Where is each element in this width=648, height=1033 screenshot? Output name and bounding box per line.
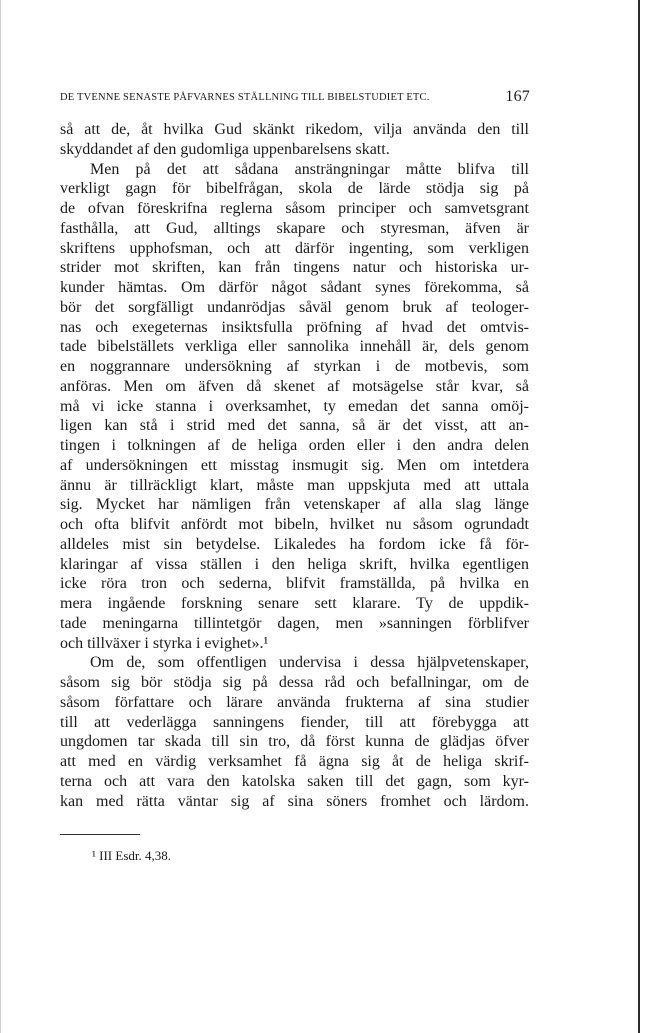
- text-line: verkligt gagn för bibelfrågan, skola de lärde stödja sig på: [60, 180, 529, 198]
- text-line: klaringar af vissa ställen i den heliga skrift, hvilka egentligen: [60, 555, 529, 573]
- text-line: tingen i tolkningen af de heliga orden eller i den andra delen: [60, 437, 529, 454]
- text-line: en noggrannare undersökning af styrkan i de motbevis, som: [60, 358, 529, 375]
- text-line: tade bibelställets verkliga eller sannolika innehåll är, dels genom: [60, 338, 529, 356]
- text-line: anföras. Men om äfven då skenet af motsägelse står kvar, så: [60, 377, 529, 395]
- text-line: och ofta blifvit anfördt mot bibeln, hvilket nu såsom ogrundadt: [60, 516, 529, 533]
- page-number: 167: [505, 88, 530, 105]
- text-line: kan med rätta väntar sig af sina söners fromhet och lärdom.: [60, 792, 529, 810]
- footnote: ¹ III Esdr. 4,38.: [92, 848, 171, 863]
- text-line: icke röra tron och sederna, blifvit framställda, på hvilka en: [60, 575, 529, 593]
- text-line: att med en värdig verksamhet få ägna sig åt de heliga skrif-: [60, 753, 529, 770]
- text-line: de ofvan föreskrifna reglerna såsom principer och samvetsgrant: [60, 200, 529, 217]
- running-head: [60, 88, 530, 108]
- text-line: så att de, åt hvilka Gud skänkt rikedom, vilja använda den till: [60, 121, 529, 138]
- text-line: ännu är tillräckligt klart, måste man uppskjuta med att uttala: [60, 476, 529, 494]
- text-line: nas och exegeternas insiktsfulla pröfning af hvad det omtvis-: [60, 318, 529, 336]
- text-line: såsom författare och lärare använda frukterna af sina studier: [60, 693, 529, 711]
- text-line: Om de, som offentligen undervisa i dessa hjälpvetenskaper,: [90, 654, 529, 672]
- body-text: [60, 120, 529, 811]
- page-left-edge: [0, 0, 1, 1033]
- text-line: Men på det att sådana ansträngningar måtte blifva till: [90, 160, 529, 178]
- footnote-rule: [60, 834, 140, 835]
- text-line: till att vederlägga sanningens fiender, till att förebygga att: [60, 713, 529, 731]
- running-title: DE TVENNE SENASTE PÅFVARNES STÄLLNING TILL BIBELSTUDIET ETC.: [60, 92, 430, 103]
- text-line: såsom sig bör stödja sig på dessa råd och befallningar, om de: [60, 674, 529, 691]
- text-line: sig. Mycket har nämligen från vetenskaper af alla slag länge: [60, 496, 529, 514]
- text-line: alldeles mist sin betydelse. Likaledes ha fordom icke få för-: [60, 535, 529, 553]
- text-line: fasthålla, att Gud, alltings skapare och styresman, äfven är: [60, 219, 529, 237]
- text-line: mera ingående forskning senare sett klarare. Ty de uppdik-: [60, 595, 529, 612]
- text-line: skyddandet af den gudomliga uppenbarelsens skatt.: [60, 140, 390, 158]
- text-line: terna och att vara den katolska saken till det gagn, som kyr-: [60, 772, 529, 790]
- text-line: bör det sorgfälligt undanrödjas såväl genom bruk af teologer-: [60, 298, 529, 316]
- text-line: af undersökningen ett misstag insmugit sig. Men om intetdera: [60, 456, 529, 474]
- page-right-edge: [638, 0, 640, 1033]
- text-line: tade meningarna tillintetgör dagen, men »sanningen förblifver: [60, 614, 529, 632]
- text-line: skriftens upphofsman, och att därför ingenting, som verkligen: [60, 239, 529, 257]
- text-line: ligen kan stå i strid med det sanna, så är det visst, att an-: [60, 417, 529, 435]
- text-line: ungdomen tar skada till sin tro, då först kunna de glädjas öfver: [60, 733, 529, 751]
- text-line: må vi icke stanna i overksamhet, ty emedan det sanna omöj-: [60, 397, 529, 415]
- text-line: strider mot skriften, kan från tingens natur och historiska ur-: [60, 259, 529, 277]
- text-line: kunder hämtas. Om därför något sådant synes förekomma, så: [60, 279, 529, 296]
- text-line: och tillväxer i styrka i evighet».¹: [60, 634, 269, 652]
